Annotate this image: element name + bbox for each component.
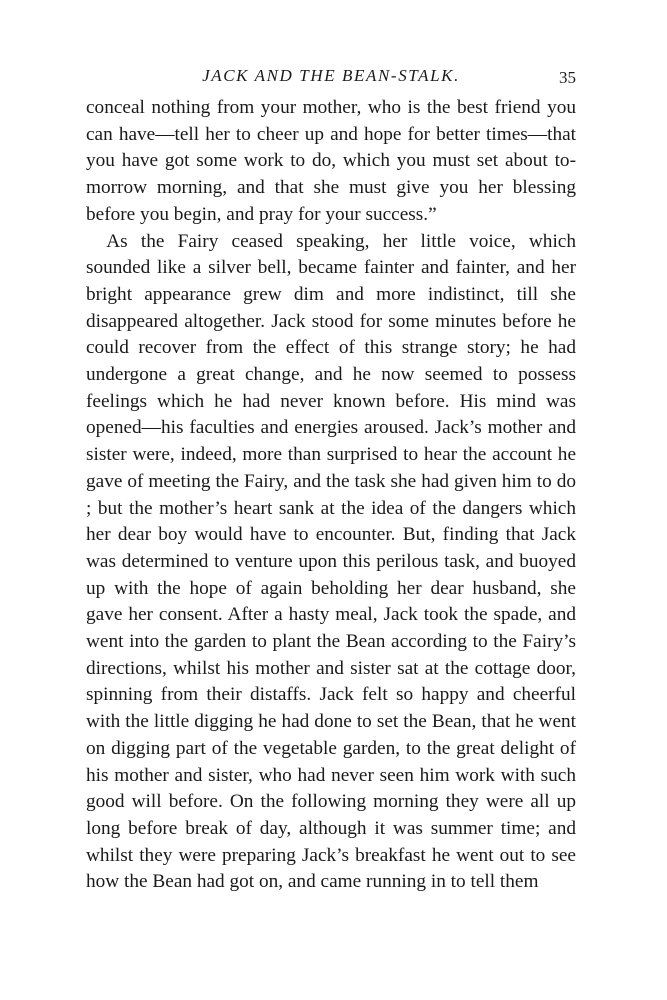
text-block [86, 95, 576, 896]
paragraph-fairy-departs: As the Fairy ceased speaking, her little voice, which sounded like a silver bell, became fainter and fainter, and her bright appearance grew dim and more indistinct, till she disappeared altogether. Jack stood for some minutes before he could recover from the effect of this strange story; he had undergone a great change, and he now seemed to possess feelings which he had never known before. His mind was opened—his faculties and energies aroused. Jack’s mother and sister were, indeed, more than surprised to hear the account he gave of meeting the Fairy, and the task she had given him to do ; but the mother’s heart sank at the idea of the dangers which her dear boy would have to encounter. But, finding that Jack was determined to venture upon this perilous task, and buoyed up with the hope of again beholding her dear husband, she gave her consent. After a hasty meal, Jack took the spade, and went into the garden to plant the Bean according to the Fairy’s directions, whilst his mother and sister sat at the cottage door, spinning from their distaffs. Jack felt so happy and cheerful with the little digging he had done to set the Bean, that he went on digging part of the vegetable garden, to the great delight of his mother and sister, who had never seen him work with such good will before. On the following morning they were all up long before break of day, although it was summer time; and whilst they were preparing Jack’s breakfast he went out to see how the Bean had got on, and came running in to tell them [86, 230, 576, 893]
running-head [86, 60, 576, 90]
page-number: 35 [559, 68, 576, 87]
running-title: JACK AND THE BEAN-STALK. [202, 66, 460, 85]
paragraph-continuation: conceal nothing from your mother, who is the best friend you can have—tell her to cheer up and hope for better times—that you have got some work to do, which you must set about to-morrow morning, and that she must give you her blessing before you begin, and pray for your success.” [86, 97, 576, 225]
